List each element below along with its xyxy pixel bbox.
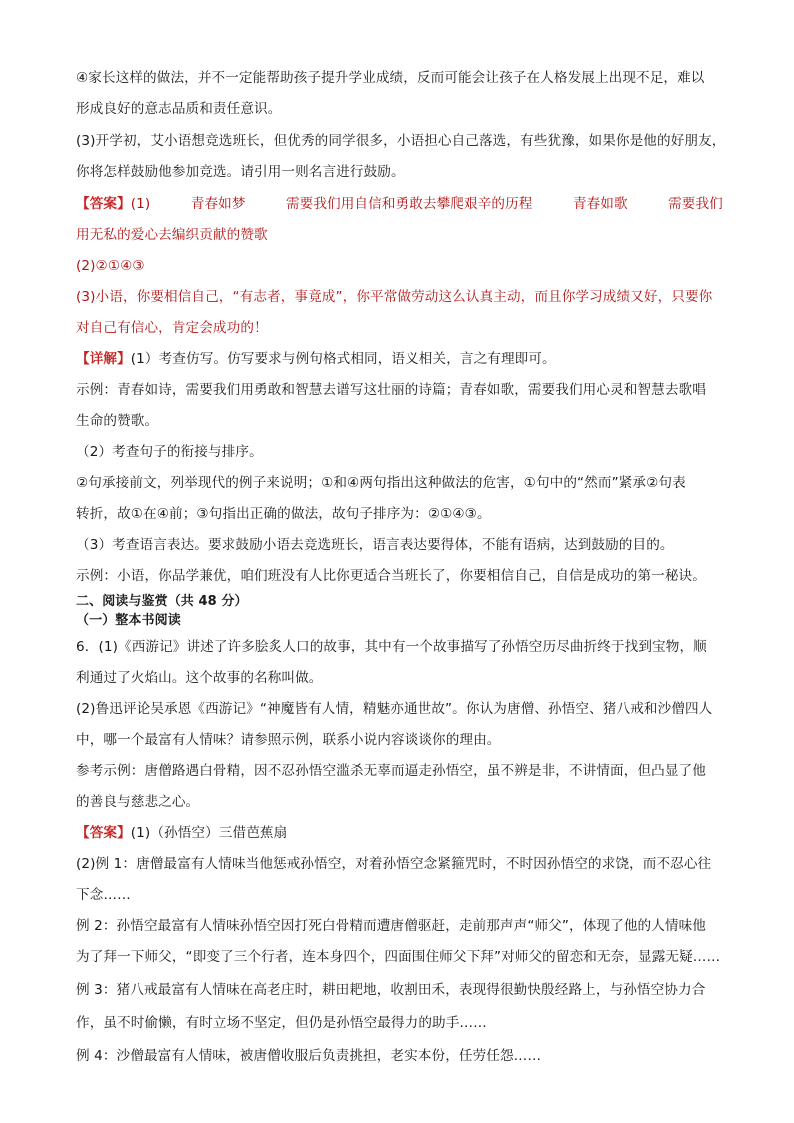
- option-4-line-2: 形成良好的意志品质和责任意识。: [76, 101, 282, 117]
- question-6-line-4: 中，哪一个最富有人情味？请参照示例，联系小说内容谈谈你的理由。: [76, 732, 501, 748]
- detail-1-line-8: 示例：小语，你品学兼优，咱们班没有人比你更适合当班长了，你要相信自己，自信是成功的第一秘诀。: [76, 568, 706, 584]
- answer-1-line-5: 对自己有信心，肯定会成功的！: [76, 320, 268, 336]
- answer-1-part-a: 青春如梦: [190, 196, 246, 212]
- answer-1-line-1: [76, 194, 726, 214]
- answer-2-line-5: 为了拜一下师父，“即变了三个行者，连本身四个，四面围住师父下拜”对师父的留恋和无奈，显露无疑……: [76, 949, 721, 965]
- answer-1-line-3: (2)②①④③: [76, 258, 145, 274]
- detail-1-line-4: （2）考查句子的衔接与排序。: [76, 444, 263, 460]
- answer-tag: 【答案】: [76, 196, 131, 212]
- question-6-line-1: 6．(1)《西游记》讲述了许多脍炙人口的故事，其中有一个故事描写了孙悟空历尽曲折终于找到宝物，顺: [76, 639, 707, 655]
- question-6-line-2: 利通过了火焰山。这个故事的名称叫做。: [76, 670, 323, 686]
- answer-1-line-4: (3)小语，你要相信自己，“有志者，事竟成”，你平常做劳动这么认真主动，而且你学习成绩又好，只要你: [76, 289, 713, 305]
- answer-2-line-6: 例 3：猪八戒最富有人情味在高老庄时，耕田耙地，收割田禾，表现得很勤快殷经路上，与孙悟空协力合: [76, 982, 706, 998]
- answer-2-line-8: 例 4：沙僧最富有人情味，被唐僧收服后负责挑担，老实本份，任劳任怨……: [76, 1048, 542, 1064]
- detail-1-line-5: ②句承接前文，列举现代的例子来说明；①和④两句指出这种做法的危害，①句中的“然而”紧承②句表: [76, 475, 686, 491]
- detail-1-line-3: 生命的赞歌。: [76, 413, 159, 429]
- detail-1-text: (1）考查仿写。仿写要求与例句格式相同，语义相关，言之有理即可。: [130, 351, 556, 367]
- answer-2-line-3: 下念……: [76, 887, 131, 903]
- question-5-3-line-1: (3)开学初，艾小语想竞选班长，但优秀的同学很多，小语担心自己落选，有些犹豫，如果你是他的好朋友，: [76, 133, 726, 149]
- answer-1-part-b: 需要我们用自信和勇敢去攀爬艰辛的历程: [285, 196, 533, 212]
- answer-2-text: (1)（孙悟空）三借芭蕉扇: [130, 825, 288, 841]
- detail-1-line-7: （3）考查语言表达。要求鼓励小语去竞选班长，语言表达要得体，不能有语病，达到鼓励的目的。: [76, 537, 674, 553]
- answer-2-line-1: [76, 823, 726, 843]
- answer-2-line-2: (2)例 1：唐僧最富有人情味当他惩戒孙悟空，对着孙悟空念紧箍咒时，不时因孙悟空的求饶，而不忍心往: [76, 856, 712, 872]
- section-2-subtitle: （一）整本书阅读: [76, 613, 181, 628]
- detail-1-line-2: 示例：青春如诗，需要我们用勇敢和智慧去谱写这壮丽的诗篇；青春如歌，需要我们用心灵和智慧去歌唱: [76, 382, 706, 398]
- question-6-line-3: (2)鲁迅评论吴承恩《西游记》“神魔皆有人情，精魅亦通世故”。你认为唐僧、孙悟空、猪八戒和沙僧四人: [76, 701, 713, 717]
- answer-1-line-2: 用无私的爱心去编织贡献的赞歌: [76, 227, 268, 243]
- section-2-title: 二、阅读与鉴赏（共 48 分）: [76, 594, 248, 609]
- question-5-3-line-2: 你将怎样鼓励他参加竞选。请引用一则名言进行鼓励。: [76, 164, 405, 180]
- option-4-line-1: ④家长这样的做法，并不一定能帮助孩子提升学业成绩，反而可能会让孩子在人格发展上出现不足，难以: [76, 70, 705, 86]
- detail-1-line-6: 转折，故①在④前；③句指出正确的做法，故句子排序为：②①④③。: [76, 506, 491, 522]
- detail-tag: 【详解】: [76, 351, 131, 367]
- answer-1-num: (1): [130, 196, 151, 212]
- answer-2-tag: 【答案】: [76, 825, 131, 841]
- answer-2-line-4: 例 2：孙悟空最富有人情味孙悟空因打死白骨精而遭唐僧驱赶，走前那声声“师父”，体现了他的人情味他: [76, 918, 706, 934]
- answer-1-part-c: 青春如歌: [572, 196, 628, 212]
- answer-1-part-d: 需要我们: [668, 196, 723, 212]
- question-6-line-5: 参考示例：唐僧路遇白骨精，因不忍孙悟空滥杀无辜而逼走孙悟空，虽不辨是非，不讲情面，但凸显了他: [76, 763, 706, 779]
- answer-2-line-7: 作，虽不时偷懒，有时立场不坚定，但仍是孙悟空最得力的助手……: [76, 1015, 487, 1031]
- detail-1-line-1: [76, 349, 726, 369]
- question-6-line-6: 的善良与慈悲之心。: [76, 794, 200, 810]
